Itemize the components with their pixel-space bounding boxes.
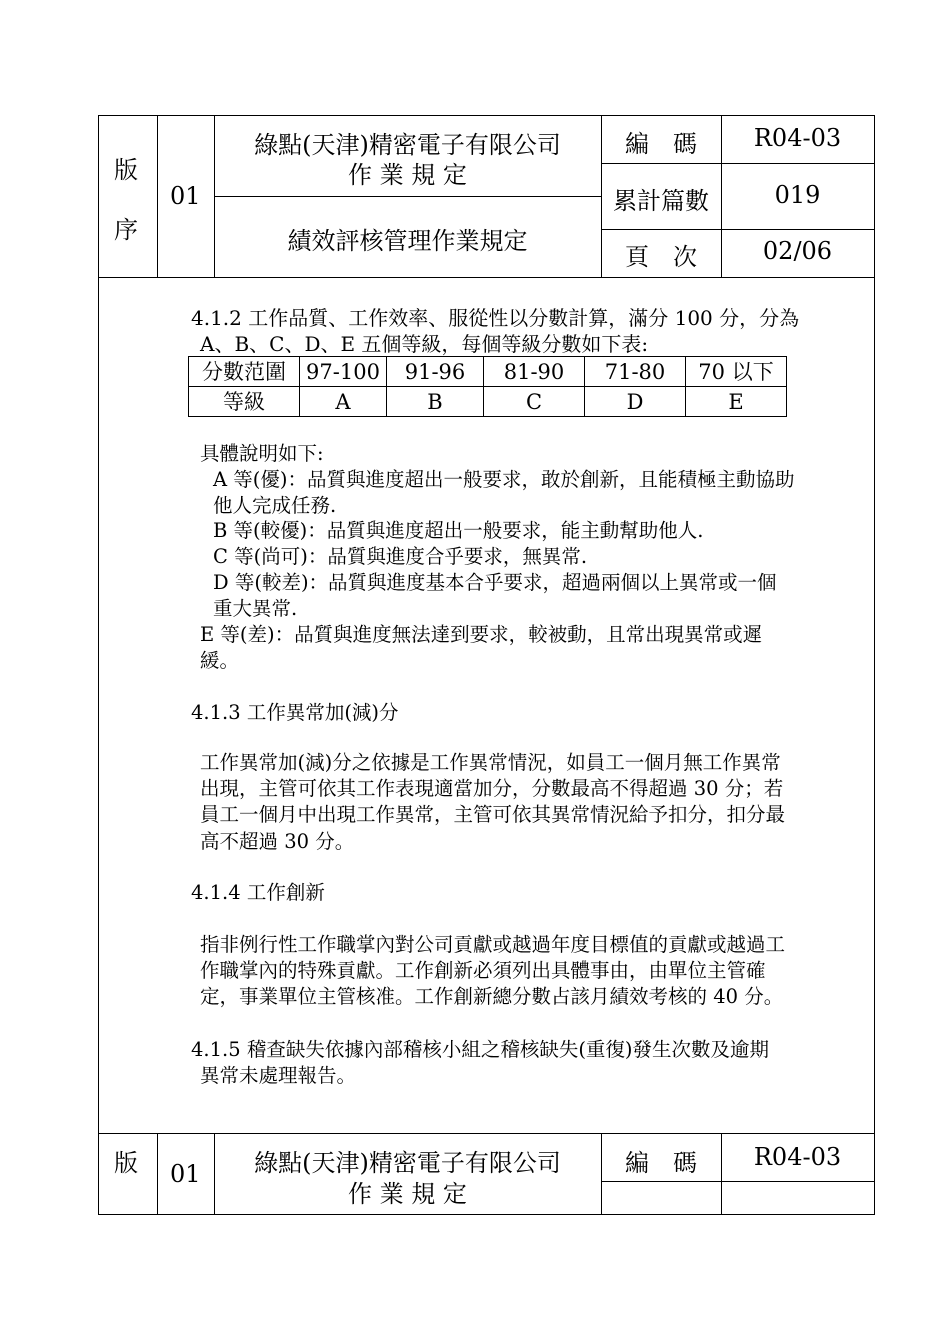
footer-company-name: 綠點(天津)精密電子有限公司 [254,1149,561,1177]
section-4-1-4-line3: 定，事業單位主管核准。工作創新總分數占該月績效考核的 40 分。 [200,985,784,1008]
grade-cell: E [686,387,787,417]
footer-document-type: 作 業 規 定 [348,1180,467,1208]
section-4-1-2-line2: A、B、C、D、E 五個等級，每個等級分數如下表: [200,332,649,356]
section-4-1-4-title: 4.1.4 工作創新 [191,881,325,904]
grade-d-desc-line1: D 等(較差)：品質與進度基本合乎要求，超過兩個以上異常或一個 [213,571,777,594]
grade-c-desc: C 等(尚可)：品質與進度合乎要求，無異常. [213,545,588,568]
grade-d-desc-line2: 重大異常. [213,597,298,620]
grade-a-desc-line1: A 等(優)：品質與進度超出一般要求，敢於創新，且能積極主動協助 [213,468,795,491]
section-4-1-5-line1: 4.1.5 稽查缺失依據內部稽核小組之稽核缺失(重復)發生次數及逾期 [191,1038,770,1061]
score-cell: 97-100 [300,357,387,387]
grade-table-score-row [189,357,787,387]
revision-number: 01 [170,182,201,210]
detail-intro: 具體說明如下: [200,442,324,465]
grade-a-desc-line2: 他人完成任務. [213,494,337,517]
page-value: 02/06 [762,237,833,265]
grade-b-desc: B 等(較優)：品質與進度超出一般要求，能主動幫助他人. [213,519,704,542]
section-4-1-4-line1: 指非例行性工作職掌內對公司貢獻或越過年度目標值的貢獻或越過工 [200,933,786,956]
score-header-cell: 分數范圍 [189,357,300,387]
score-cell: 70 以下 [686,357,787,387]
grade-table [188,356,787,417]
grade-cell: D [585,387,686,417]
section-4-1-3-line3: 員工一個月中出現工作異常，主管可依其異常情況給予扣分，扣分最 [200,803,786,826]
count-value: 019 [774,181,821,209]
section-4-1-4-line2: 作職掌內的特殊貢獻。工作創新必須列出具體事由，由單位主管確 [200,959,766,982]
score-cell: 91-96 [387,357,484,387]
rev-label-bottom: 序 [114,216,138,244]
section-4-1-2-line1: 4.1.2 工作品質、工作效率、服從性以分數計算，滿分 100 分，分為 [191,306,800,330]
footer-code-value: R04-03 [753,1143,842,1171]
footer-code-label: 編 碼 [625,1149,697,1177]
score-cell: 71-80 [585,357,686,387]
count-label: 累計篇數 [613,187,709,215]
section-4-1-3-line2: 出現，主管可依其工作表現適當加分，分數最高不得超過 30 分；若 [200,777,784,800]
section-4-1-3-line4: 高不超過 30 分。 [200,830,355,853]
grade-table-grade-row [189,387,787,417]
code-value: R04-03 [753,124,842,152]
document-title: 績效評核管理作業規定 [287,227,528,255]
page-label: 頁 次 [625,243,697,271]
company-name: 綠點(天津)精密電子有限公司 [254,131,561,159]
rev-label-top: 版 [114,156,138,184]
grade-cell: C [484,387,585,417]
footer-revision-number: 01 [170,1160,201,1188]
grade-header-cell: 等級 [189,387,300,417]
grade-cell: B [387,387,484,417]
document-type: 作 業 規 定 [348,161,467,189]
grade-cell: A [300,387,387,417]
grade-e-desc-line2: 緩。 [200,649,240,672]
grade-e-desc-line1: E 等(差)：品質與進度無法達到要求，較被動，且常出現異常或遲 [200,623,763,646]
section-4-1-3-line1: 工作異常加(減)分之依據是工作異常情況，如員工一個月無工作異常 [200,751,781,774]
code-label: 編 碼 [625,130,697,158]
section-4-1-5-line2: 異常未處理報告。 [200,1064,357,1087]
section-4-1-3-title: 4.1.3 工作異常加(減)分 [191,701,399,724]
footer-rev-label: 版 [114,1149,138,1177]
score-cell: 81-90 [484,357,585,387]
